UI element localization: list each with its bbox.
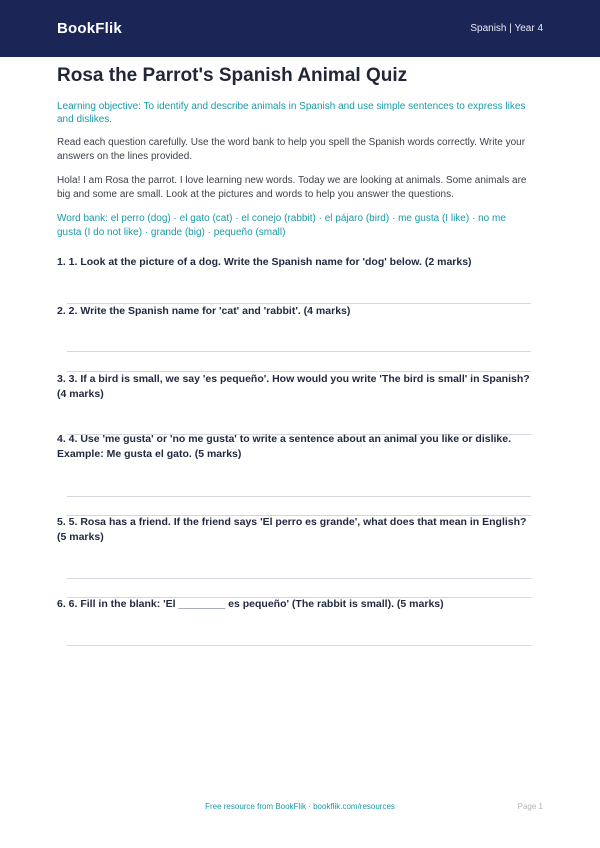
learning-objective: Learning objective: To identify and describe animals in Spanish and use simple sentences to express likes and dislikes. [57, 101, 526, 125]
question-2: 2. 2. Write the Spanish name for 'cat' and 'rabbit'. (4 marks) [57, 305, 351, 317]
intro-section [57, 62, 533, 240]
answer-line[interactable] [67, 351, 531, 352]
question-3: 3. 3. If a bird is small, we say 'es pequeño'. How would you write 'The bird is small' in Spanish? (4 marks) [57, 373, 530, 400]
question-1: 1. 1. Look at the picture of a dog. Write the Spanish name for 'dog' below. (2 marks) [57, 256, 472, 268]
answer-line[interactable] [67, 645, 531, 646]
page-title: Rosa the Parrot's Spanish Animal Quiz [57, 65, 408, 86]
instructions-text: Read each question carefully. Use the word bank to help you spell the Spanish words correctly. Write your answers on the lines provided. [57, 137, 526, 162]
answer-line[interactable] [67, 496, 531, 497]
word-bank: Word bank: el perro (dog) · el gato (cat) · el conejo (rabbit) · el pájaro (bird) · me gusta (I like) · no me gusta (I do not like) · grande (big) · pequeño (small) [57, 213, 506, 238]
answer-line[interactable] [67, 578, 531, 579]
question-6: 6. 6. Fill in the blank: 'El ________ es pequeño' (The rabbit is small). (5 marks) [57, 598, 444, 610]
intro-text: Hola! I am Rosa the parrot. I love learning new words. Today we are looking at animals. Some animals are big and some are small. Look at the pictures and words to help you answer the questions. [57, 175, 527, 200]
subject-label: Spanish | Year 4 [470, 23, 543, 34]
brand-logo: BookFlik [57, 20, 122, 37]
page-header [0, 0, 600, 57]
question-4: 4. 4. Use 'me gusta' or 'no me gusta' to write a sentence about an animal you like or dislike. Example: Me gusta el gato. (5 marks) [57, 433, 512, 460]
footer-credit: Free resource from BookFlik · bookflik.com/resources [205, 802, 395, 811]
question-5: 5. 5. Rosa has a friend. If the friend says 'El perro es grande', what does that mean in English? (5 marks) [57, 516, 527, 543]
page-number: Page 1 [517, 802, 543, 811]
